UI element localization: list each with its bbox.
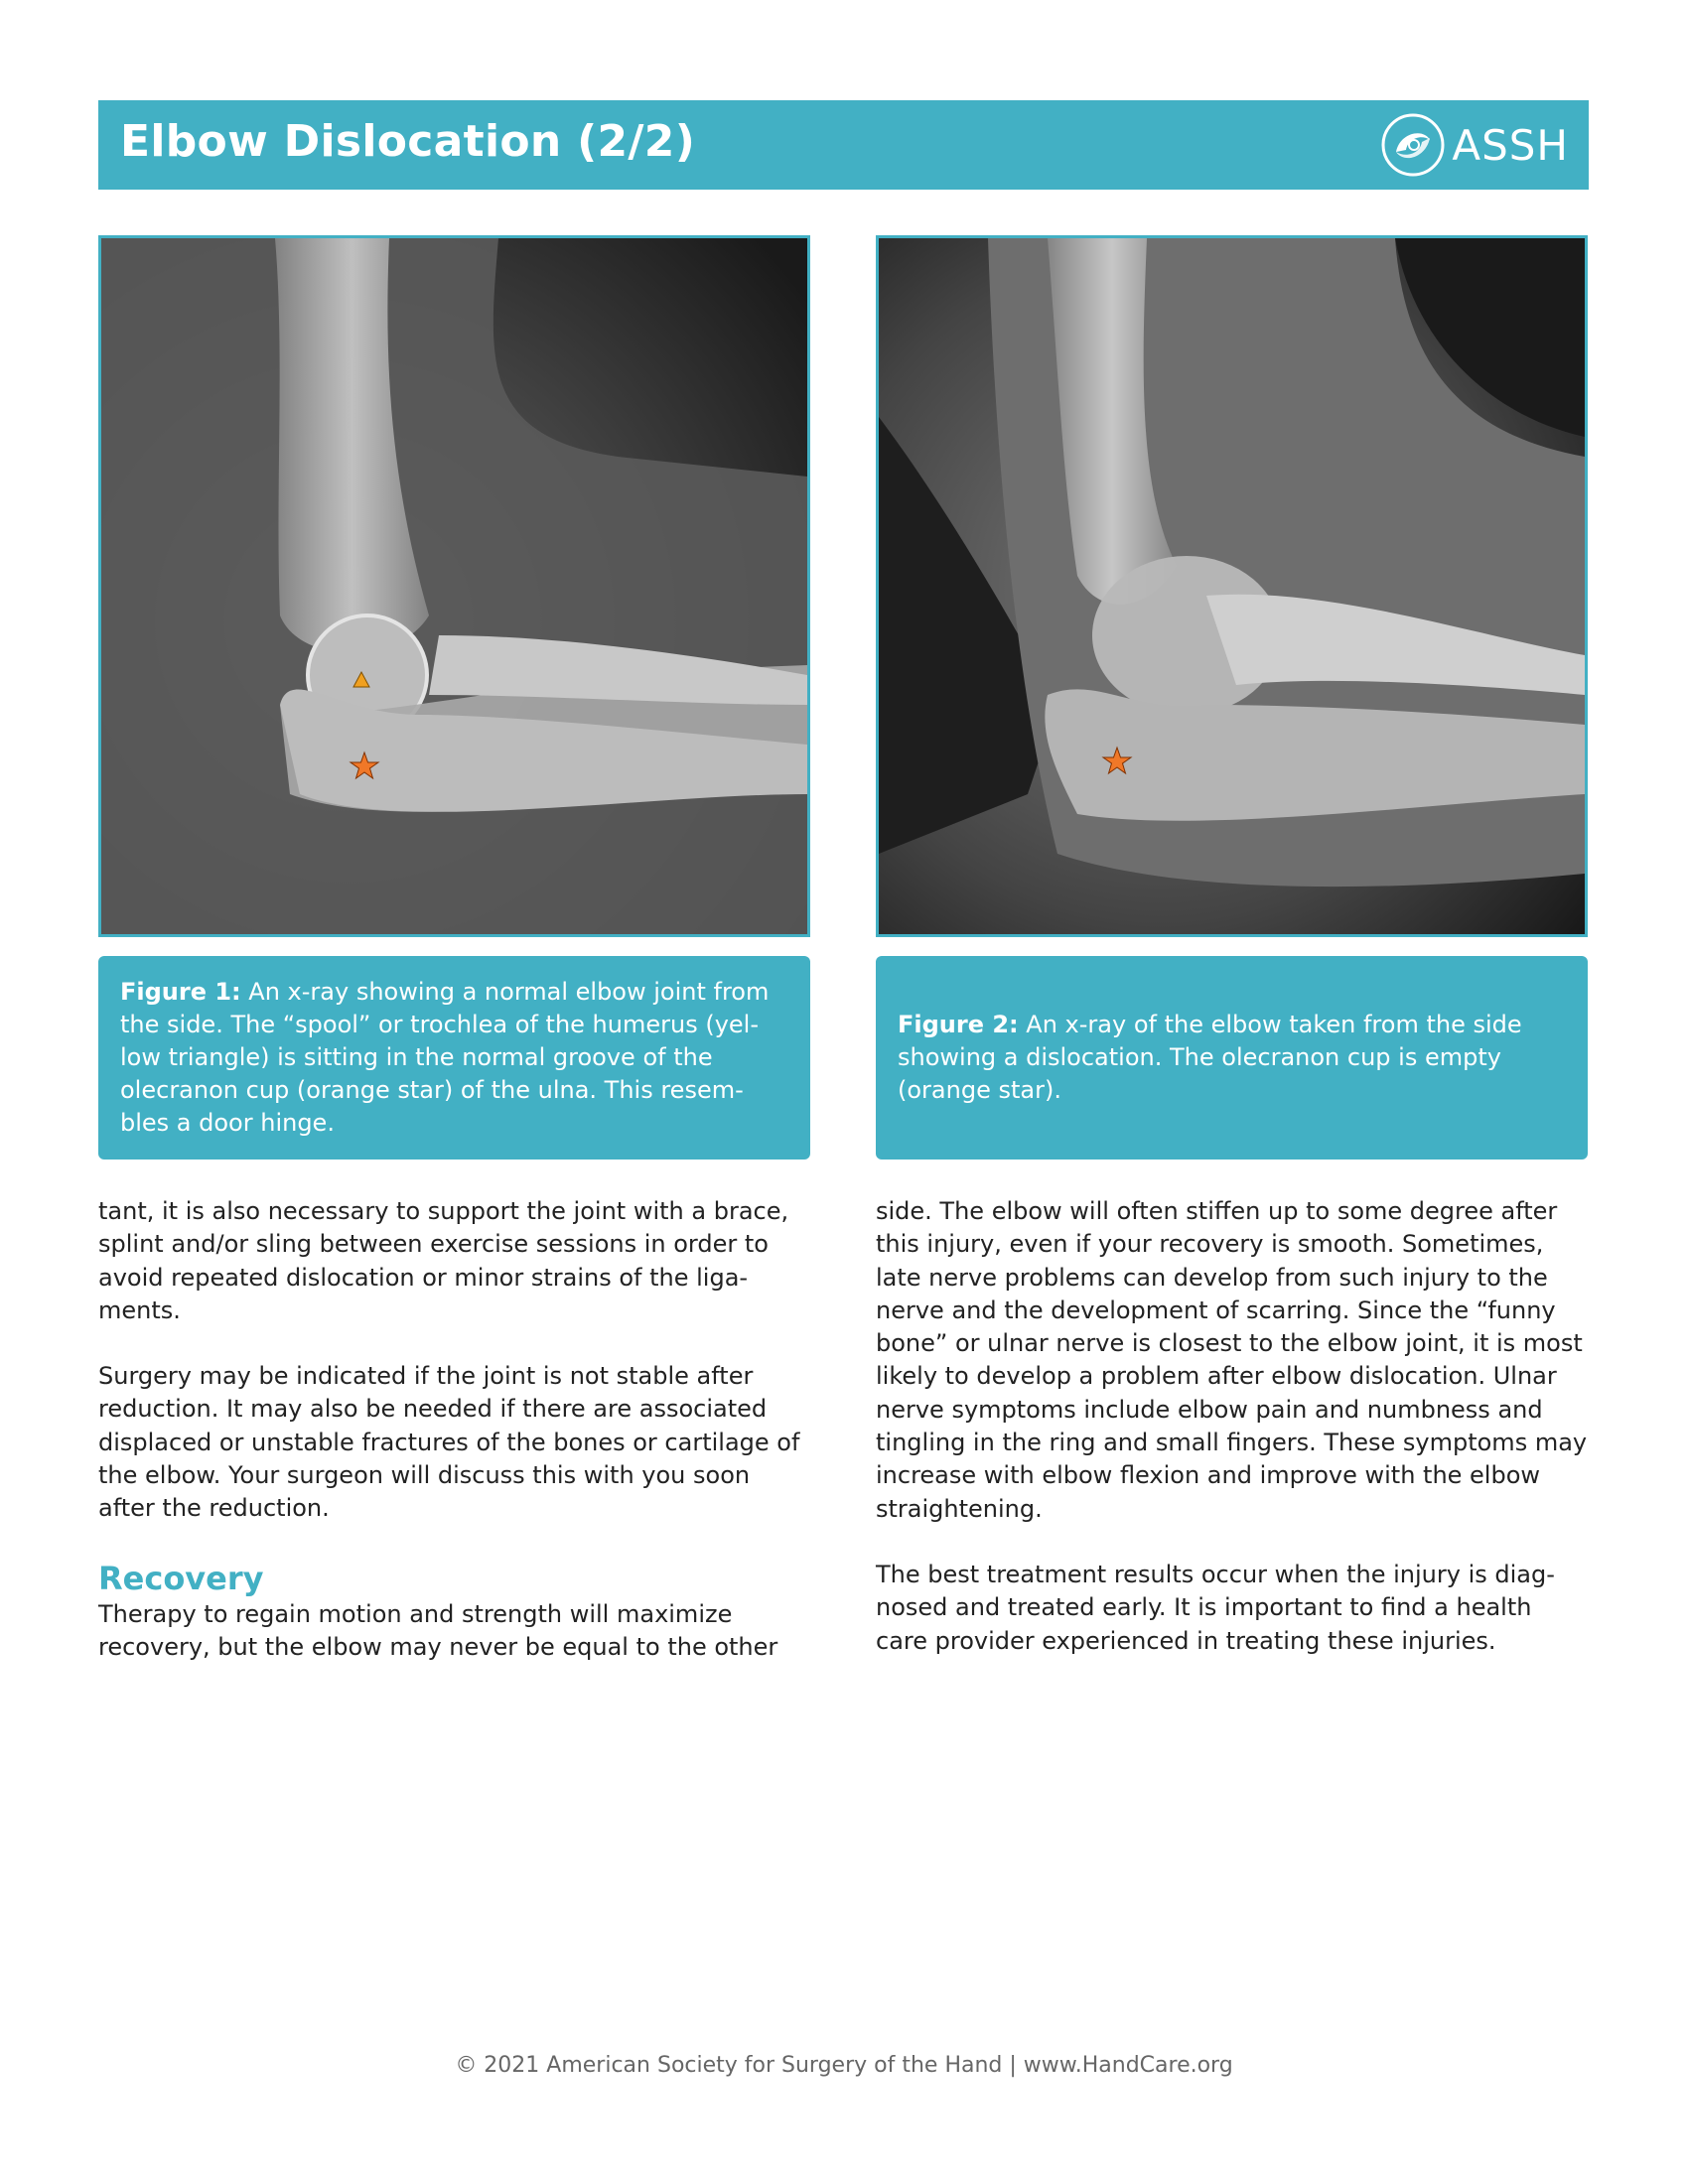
page-footer: © 2021 American Society for Surgery of the Hand | www.HandCare.org — [455, 2053, 1233, 2078]
left-paragraph-1: tant, it is also necessary to support the joint with a brace, splint and/or sling between exercise sessions in order to avoid repeated dislocation or minor strains of the liga-ments. — [98, 1197, 789, 1324]
figure-1-description: An x-ray showing a normal elbow joint from the side. The “spool” or trochlea of the humerus (yel-low triangle) is sitting in the normal groove of the olecranon cup (orange star) of the ulna. This resem-bles a door hinge. — [120, 978, 770, 1137]
xray-dislocated-elbow — [876, 235, 1588, 937]
figure-2-caption — [876, 956, 1588, 1160]
figure-2-caption-text — [898, 1009, 1554, 1107]
assh-logo — [1378, 110, 1569, 180]
left-paragraph-3: Therapy to regain motion and strength will maximize recovery, but the elbow may never be equal to the other — [98, 1599, 778, 1661]
right-paragraph-2: The best treatment results occur when the injury is diag-nosed and treated early. It is important to find a health care provider experienced in treating these injuries. — [876, 1560, 1555, 1655]
figure-1-caption — [98, 956, 810, 1160]
xray-normal-elbow — [98, 235, 810, 937]
figure-2-description: An x-ray of the elbow taken from the side showing a dislocation. The olecranon cup is empty (orange star). — [898, 1011, 1522, 1104]
right-paragraph-1: side. The elbow will often stiffen up to some degree after this injury, even if your recovery is smooth. Sometimes, late nerve problems can develop from such injury to the nerve and the development of scarring. Since the “funny bone” or ulnar nerve is closest to the elbow joint, it is most likely to develop a problem after elbow dislocation. Ulnar nerve symptoms include elbow pain and numbness and tingling in the ring and small fingers. These symptoms may increase with elbow flexion and improve with the elbow straightening. — [876, 1197, 1588, 1523]
figure-2-label: Figure 2: — [898, 1011, 1019, 1038]
assh-swirl-logo-icon — [1378, 110, 1448, 180]
page-title: Elbow Dislocation (2/2) — [120, 116, 696, 167]
left-paragraph-2: Surgery may be indicated if the joint is not stable after reduction. It may also be needed if there are associated displaced or unstable fractures of the bones or cartilage of the elbow. Your surgeon will discuss this with you soon after the reduction. — [98, 1362, 800, 1523]
page-header — [98, 100, 1589, 190]
figure-1-label: Figure 1: — [120, 978, 241, 1006]
logo-text: ASSH — [1452, 120, 1569, 170]
recovery-heading: Recovery — [98, 1559, 264, 1597]
figure-1-caption-text — [120, 976, 776, 1140]
right-text-column — [876, 1195, 1591, 1691]
left-text-column — [98, 1195, 813, 1697]
